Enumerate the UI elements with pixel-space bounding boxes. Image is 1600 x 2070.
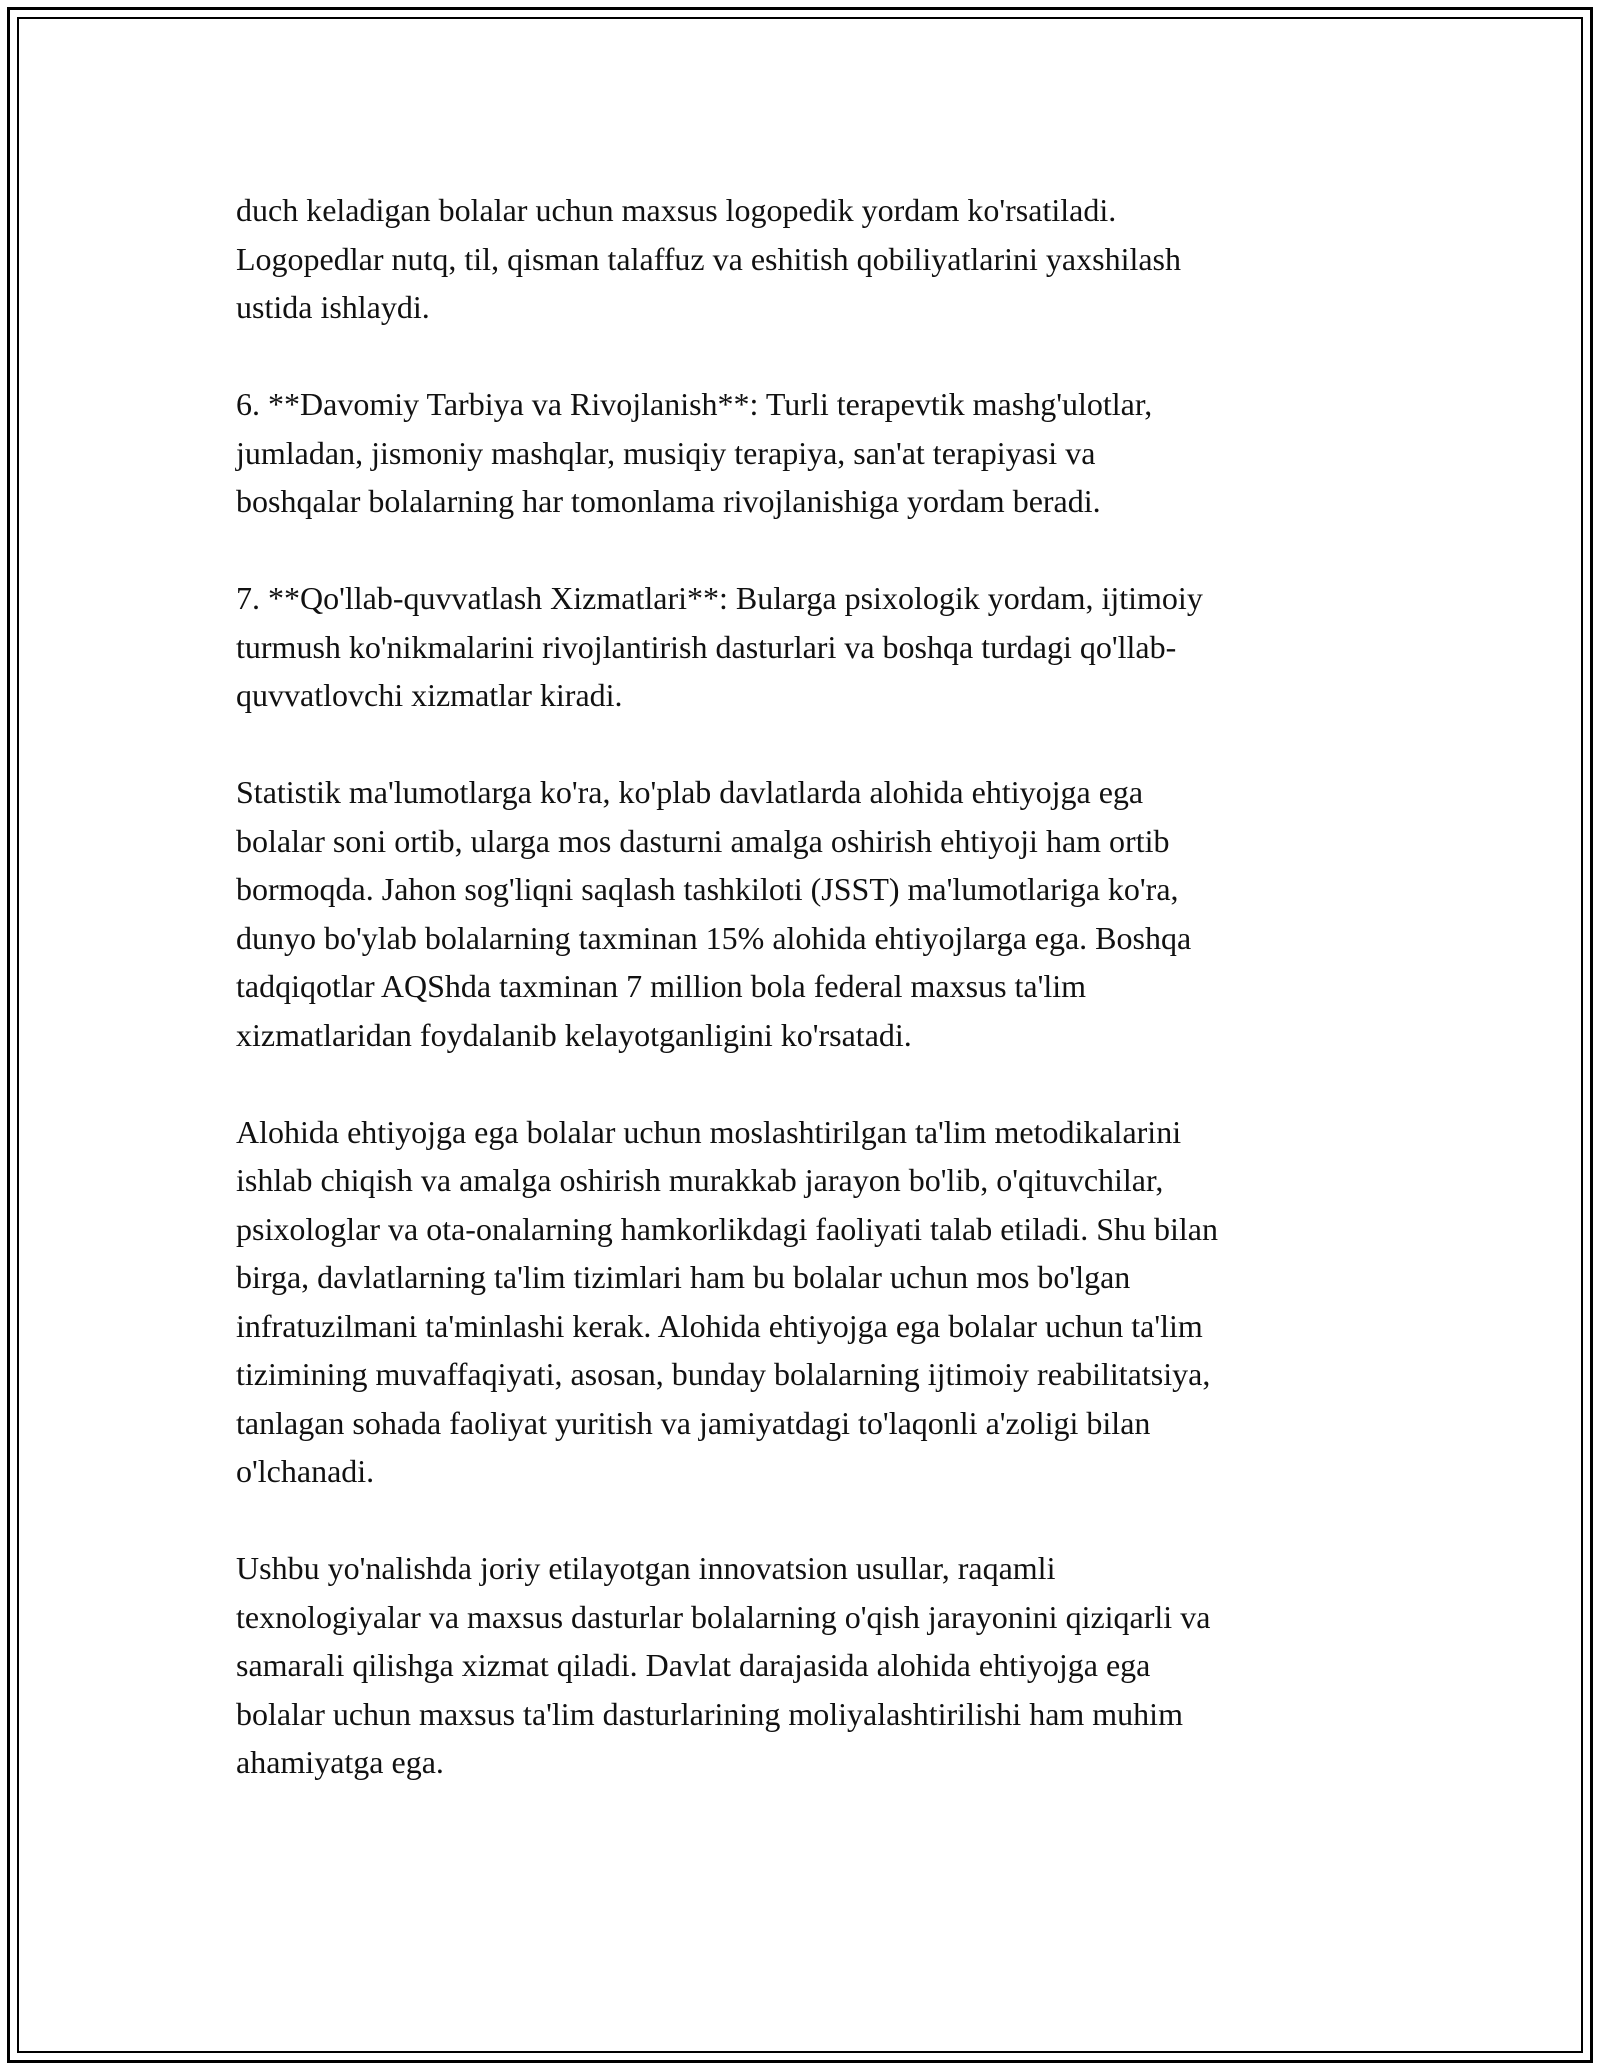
document-body (236, 186, 1386, 1835)
paragraph-innovative-methods: Ushbu yo'nalishda joriy etilayotgan innovatsion usullar, raqamli texnologiyalar va maxsus dasturlar bolalarning o'qish jarayonini qiziqarli va samarali qilishga xizmat qiladi. Davlat darajasida alohida ehtiyojga ega bolalar uchun maxsus ta'lim dasturlarining moliyalashtirilishi ham muhim ahamiyatga ega. (236, 1550, 1211, 1780)
paragraph-support-services: 7. **Qo'llab-quvvatlash Xizmatlari**: Bularga psixologik yordam, ijtimoiy turmush ko'nikmalarini rivojlantirish dasturlari va boshqa turdagi qo'llab- quvvatlovchi xizmatlar kiradi. (236, 580, 1203, 713)
paragraph-logopedic-help: duch keladigan bolalar uchun maxsus logopedik yordam ko'rsatiladi. Logopedlar nutq, til, qisman talaffuz va eshitish qobiliyatlarini yaxshilash ustida ishlaydi. (236, 192, 1181, 325)
paragraph-adapted-methods: Alohida ehtiyojga ega bolalar uchun moslashtirilgan ta'lim metodikalarini ishlab chiqish va amalga oshirish murakkab jarayon bo'lib, o'qituvchilar, psixologlar va ota-onalarning hamkorlikdagi faoliyati talab etiladi. Shu bilan birga, davlatlarning ta'lim tizimlari ham bu bolalar uchun mos bo'lgan infratuzilmani ta'minlashi kerak. Alohida ehtiyojga ega bolalar uchun ta'lim tizimining muvaffaqiyati, asosan, bunday bolalarning ijtimoiy reabilitatsiya, tanlagan sohada faoliyat yuritish va jamiyatdagi to'laqonli a'zoligi bilan o'lchanadi. (236, 1113, 1218, 1489)
paragraph-continuous-upbringing: 6. **Davomiy Tarbiya va Rivojlanish**: Turli terapevtik mashg'ulotlar, jumladan, jismoniy mashqlar, musiqiy terapiya, san'at terapiyasi va boshqalar bolalarning har tomonlama rivojlanishiga yordam beradi. (236, 386, 1153, 519)
paragraph-statistics: Statistik ma'lumotlarga ko'ra, ko'plab davlatlarda alohida ehtiyojga ega bolalar soni ortib, ularga mos dasturni amalga oshirish ehtiyoji ham ortib bormoqda. Jahon sog'liqni saqlash tashkiloti (JSST) ma'lumotlariga ko'ra, dunyo bo'ylab bolalarning taxminan 15% alohida ehtiyojlarga ega. Boshqa tadqiqotlar AQShda taxminan 7 million bola federal maxsus ta'lim xizmatlaridan foydalanib kelayotganligini ko'rsatadi. (236, 774, 1192, 1053)
